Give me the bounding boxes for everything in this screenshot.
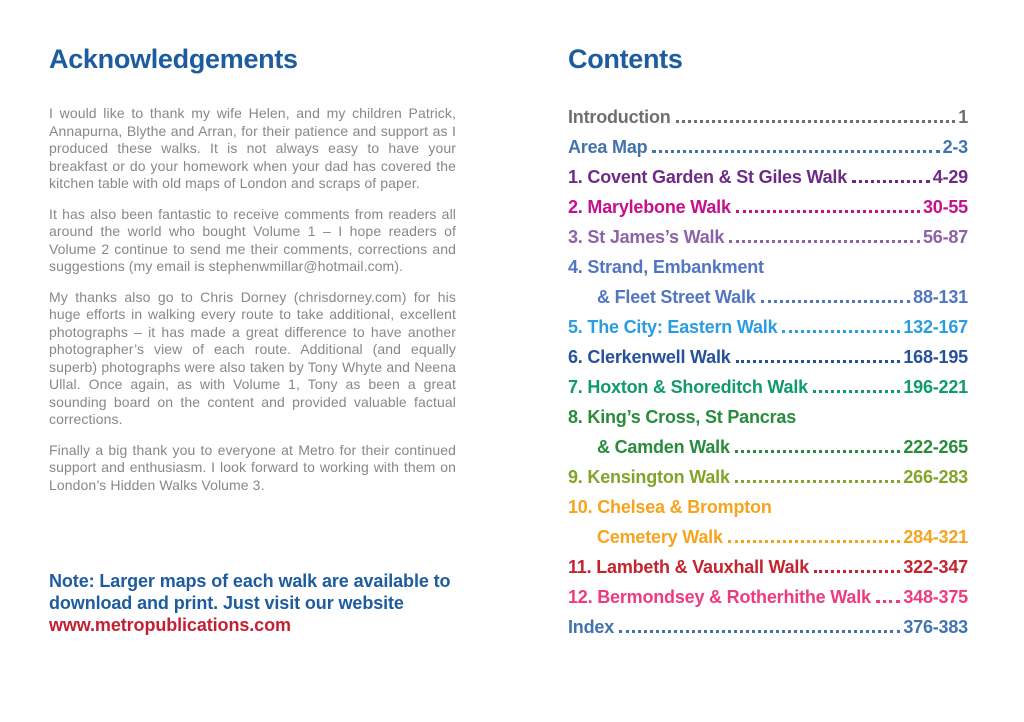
- toc-entry: [568, 462, 968, 492]
- acknowledgements-paragraph-2: It has also been fantastic to receive comments from readers all around the world who bought Volume 1 – I hope readers of Volume 2 continue to send me their comments, corrections and suggestions (my email is stephenwmillar@hotmail.com).: [49, 205, 456, 274]
- toc-entry: [568, 132, 968, 162]
- toc-entry: [568, 432, 968, 462]
- toc-dot-leader: [852, 180, 930, 183]
- toc-entry: [568, 552, 968, 582]
- toc-dot-leader: [735, 480, 901, 483]
- toc-dot-leader: [735, 450, 901, 453]
- toc-dot-leader: [813, 390, 900, 393]
- toc-dot-leader: [782, 330, 900, 333]
- toc-entry-label: Area Map: [568, 137, 648, 157]
- toc-entry-pages: 266-283: [903, 467, 968, 487]
- toc-entry: [568, 282, 968, 312]
- toc-entry-label: Cemetery Walk: [597, 527, 723, 547]
- toc-entry-label: 8. King’s Cross, St Pancras: [568, 407, 797, 427]
- maps-download-note: [49, 570, 453, 636]
- toc-dot-leader: [814, 570, 900, 573]
- toc-entry-label: 6. Clerkenwell Walk: [568, 347, 731, 367]
- toc-entry: [568, 342, 968, 372]
- toc-entry-label: 4. Strand, Embankment: [568, 257, 764, 277]
- toc-entry-label: 12. Bermondsey & Rotherhithe Walk: [568, 587, 871, 607]
- toc-entry-pages: 222-265: [903, 437, 968, 457]
- toc-entry-pages: 56-87: [922, 227, 968, 247]
- toc-entry-label: 5. The City: Eastern Walk: [568, 317, 778, 337]
- toc-dot-leader: [761, 300, 911, 303]
- toc-entry-pages: 284-321: [903, 527, 968, 547]
- acknowledgements-paragraph-4: Finally a big thank you to everyone at Metro for their continued support and enthusiasm. I look forward to working with them on London’s Hidden Walks Volume 3.: [49, 441, 456, 493]
- toc-entry-pages: 196-221: [903, 377, 968, 397]
- toc-entry-pages: 1: [958, 107, 968, 127]
- contents-title: Contents: [568, 44, 683, 74]
- toc-entry-label: 7. Hoxton & Shoreditch Walk: [568, 377, 808, 397]
- toc-entry: [568, 312, 968, 342]
- toc-entry: [568, 192, 968, 222]
- toc-entry-label: 3. St James’s Walk: [568, 227, 725, 247]
- toc-entry-pages: 168-195: [903, 347, 968, 367]
- toc-dot-leader: [736, 210, 920, 213]
- toc-dot-leader: [619, 630, 900, 633]
- toc-entry: [568, 372, 968, 402]
- toc-entry-pages: 4-29: [932, 167, 968, 187]
- toc-entry-label: Introduction: [568, 107, 671, 127]
- toc-entry: [568, 102, 968, 132]
- toc-entry-label: 11. Lambeth & Vauxhall Walk: [568, 557, 810, 577]
- toc-dot-leader: [652, 150, 939, 153]
- toc-entry: [568, 522, 968, 552]
- toc-entry-pages: 132-167: [903, 317, 968, 337]
- toc-dot-leader: [729, 240, 920, 243]
- publisher-website-url: www.metropublications.com: [49, 615, 291, 635]
- toc-entry: [568, 162, 968, 192]
- toc-entry: [568, 222, 968, 252]
- toc-entry: [568, 612, 968, 642]
- toc-entry: [568, 582, 968, 612]
- toc-entry-pages: 88-131: [913, 287, 968, 307]
- acknowledgements-paragraph-1: I would like to thank my wife Helen, and my children Patrick, Annapurna, Blythe and Arran, for their patience and support as I produced these walks. It is not always easy to have your breakfast or do your homework when your dad has covered the kitchen table with old maps of London and scraps of paper.: [49, 105, 456, 191]
- toc-entry-label: 10. Chelsea & Brompton: [568, 497, 772, 517]
- toc-dot-leader: [736, 360, 901, 363]
- toc-entry-label: & Camden Walk: [597, 437, 730, 457]
- toc-list: [568, 102, 968, 642]
- maps-download-note-text: Note: Larger maps of each walk are available to download and print. Just visit our website: [49, 571, 451, 613]
- toc-entry-label: 2. Marylebone Walk: [568, 197, 731, 217]
- toc-entry-pages: 348-375: [903, 587, 968, 607]
- toc-entry-label: & Fleet Street Walk: [597, 287, 756, 307]
- acknowledgements-paragraph-3: My thanks also go to Chris Dorney (chrisdorney.com) for his huge efforts in walking every route to take additional, excellent photographs – it has made a great difference to have another photographer’s view of each route. Additional (and equally superb) photographs were also taken by Tony Whyte and Neena Ullal. Once again, as with Volume 1, Tony as been a great sounding board on the content and provided valuable factual corrections.: [49, 288, 456, 427]
- toc-dot-leader: [728, 540, 901, 543]
- toc-entry-label: 9. Kensington Walk: [568, 467, 730, 487]
- acknowledgements-page: [49, 44, 456, 507]
- toc-entry-pages: 376-383: [903, 617, 968, 637]
- toc-entry-label: Index: [568, 617, 615, 637]
- toc-dot-leader: [876, 600, 901, 603]
- toc-entry: [568, 402, 968, 432]
- acknowledgements-title: Acknowledgements: [49, 44, 298, 74]
- toc-dot-leader: [676, 120, 956, 123]
- toc-entry-pages: 322-347: [903, 557, 968, 577]
- toc-entry-pages: 2-3: [942, 137, 968, 157]
- acknowledgements-body: [49, 105, 456, 494]
- contents-page: [568, 44, 968, 642]
- toc-entry: [568, 252, 968, 282]
- toc-entry-pages: 30-55: [922, 197, 968, 217]
- toc-entry-label: 1. Covent Garden & St Giles Walk: [568, 167, 848, 187]
- toc-entry: [568, 492, 968, 522]
